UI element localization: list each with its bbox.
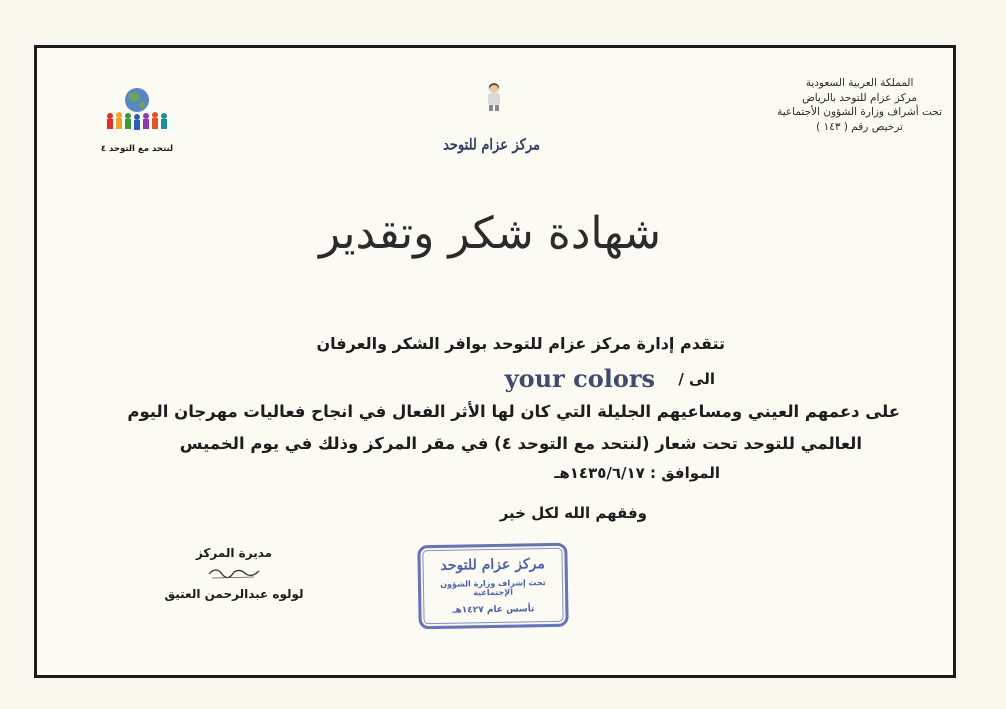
header-supervision: تحت أشراف وزارة الشؤون الأجتماعية xyxy=(777,106,942,118)
signature-role: مديرة المركز xyxy=(195,546,273,560)
body-line-support: على دعمهم العيني ومساعيهم الجليلة التي كان لها الأثر الفعال في انجاح فعاليات مهرجان اليوم xyxy=(127,402,900,421)
autism-day-logo xyxy=(98,86,176,166)
header-center-name: مركز عزام للتوحد بالرياض xyxy=(802,91,917,104)
official-stamp xyxy=(417,543,568,630)
signature-name: لولوه عبدالرحمن العتيق xyxy=(164,587,304,601)
signature-block xyxy=(134,546,334,601)
globe-people-icon xyxy=(98,86,176,138)
autism-day-logo-text: لنتحد مع التوحد ٤ xyxy=(100,144,174,154)
body-date: الموافق : ١٤٣٥/٦/١٧هـ xyxy=(554,464,720,482)
header-institution-info xyxy=(777,76,942,134)
header-license: ترخيص رقم ( ١٤٣ ) xyxy=(816,120,903,133)
signature-scribble xyxy=(204,562,264,582)
body-closing: وفقهم الله لكل خير xyxy=(499,504,647,522)
recipient-name: your colors xyxy=(504,364,655,393)
stamp-center-name: مركز عزام للتوحد xyxy=(440,556,545,574)
certificate-title: شهادة شكر وتقدير xyxy=(319,208,661,259)
body-intro: تتقدم إدارة مركز عزام للتوحد بوافر الشكر والعرفان xyxy=(316,334,725,353)
center-logo-text: مركز عزام للتوحد xyxy=(443,136,540,155)
stamp-founded: تأسس عام ١٤٢٧هـ xyxy=(452,604,535,616)
body-line-event: العالمي للتوحد تحت شعار (لنتحد مع التوحد ٤) في مقر المركز وذلك في يوم الخميس xyxy=(179,434,862,453)
child-icon xyxy=(483,82,505,112)
to-label: الى / xyxy=(678,370,715,388)
center-logo xyxy=(443,82,540,162)
header-country: المملكة العربية السعودية xyxy=(805,77,914,89)
stamp-supervision: تحت إشراف وزارة الشؤون الإجتماعية xyxy=(440,578,546,598)
